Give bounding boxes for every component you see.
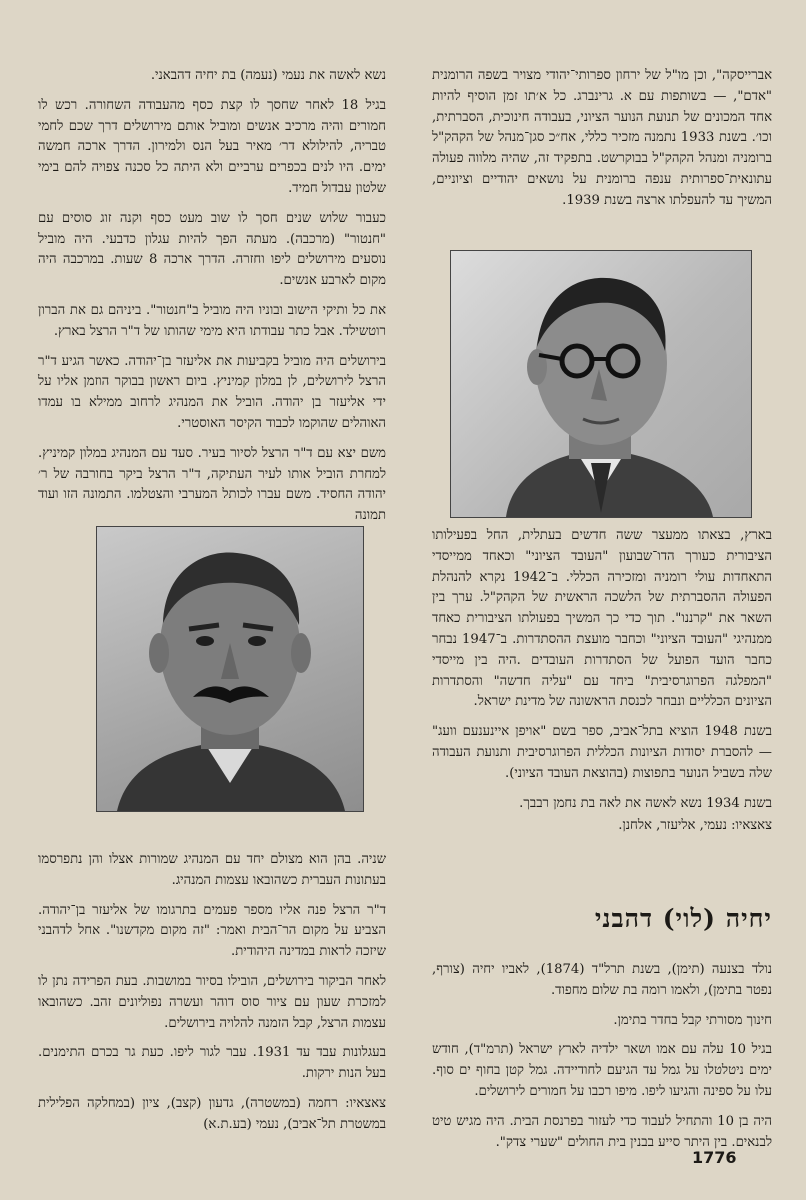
paragraph: כעבור שלוש שנים חסך לו שוב מעט כסף וקנה זוג סוסים עם "חנטור" (מרכבה). מעתה הפך להיות עגלון כדבעי. היה מוביל נוסעים מירושלים ליפו וחזרה. הדרך ארכה 8 שעות. במרכבה היה מקום לארבע אנשים. (38, 210, 386, 289)
paragraph: ד"ר הרצל פנה אליו מספר פעמים בתרגומו של אליעזר בן־יהודה. הצביע על מקום הר־הבית ואמר: "זה מקום מקדשנו". אחל לדהבני שיזכה לראות במדינה היהודית. (38, 902, 386, 960)
portrait-mustache-image (97, 527, 363, 811)
left-column-top (38, 66, 386, 536)
portrait-photo-glasses (450, 250, 752, 518)
paragraph: לאחר הביקור בירושלים, הובילו בסיור במושבות. בעת הפרידה נתן לו למזכרת שעון עם ציור סוס דוהר ועשרה נפוליונים זהב. כשהובאו עצמות הרצל, קבל הזמנה להלויה בירושלים. (38, 973, 386, 1031)
right-column-middle (432, 526, 772, 846)
left-column-lower (38, 850, 386, 1145)
paragraph: בארץ, בצאתו ממעצר ששה חדשים בעתלית, החל בפעילותו הציבורית כעורך הדו־שבועון "העובד הציוני" וכאחד ממייסדי התאחדות עולי רומניה ומזכירה הכללי. ב־1942 נקרא להנהלת הפעולה ההסברתית של הלשכה הראשית של הקהק"ל. ערך בין השאר את "קרננו". תוך כדי כך המשיך בפעולתו הציבורית כאחד ממנהיגי "העובד הציוני" וכחבר מועצת ההסתדרות. ב־1947 נבחר כחבר הועד הפועל של הסתדרות העובדים .היה בין מייסדי "המפלגה הפרוגרסיבית" ביחד עם "עליה חדשה" והסתדרות הציונים הכלליים ונבחר לכנסת הראשונה של מדינת ישראל. (432, 528, 772, 710)
paragraph: בירושלים היה מוביל בקביעות את אליעזר בן־יהודה. כאשר הגיע ד"ר הרצל לירושלים, לן במלון קמיניץ. ביום ראשון בבוקר הוזמן אליו על ידי אליעזר בן יהודה. הוביל את המנהיג לרחוב ממילא בו עמדו האוהלים שהוקמו לכבוד הקיסר האוסטרי. (38, 353, 386, 431)
right-column-biography (432, 960, 772, 1162)
paragraph: את כל ותיקי הישוב ובוניו היה מוביל ב"חנטור". ביניהם גם את הברון רוטשילד. אבל כתר עבודתו היא מימי שהותו של ד"ר הרצל בארץ. (38, 302, 386, 339)
paragraph: חינוך מסורתי קבל בחדר בתימן. (613, 1012, 772, 1028)
paragraph: משם יצא עם ד"ר הרצל לסיור בעיר. סעד עם המנהיג במלון קמיניץ. למחרת הוביל אותו לעיר העתיקה, ד"ר הרצל ביקר בחורבה של ר׳ יהודה החסיד. משם עברו לכותל המערבי והצטלמו. התמונה הזו ועוד תמונה (38, 445, 386, 524)
paragraph: שניה. בהן הוא מצולם יחד עם המנהיג שמורות אצלו והן נתפרסמו בעתונות העברית כשהובאו עצמות המנהיג. (38, 852, 386, 888)
portrait-glasses-image (451, 251, 751, 517)
paragraph: בשנת 1948 הוציא בתל־אביב, ספר בשם "אויפן איינענעם וועג" — להסברת יסודות הציונות הכללית הפרוגרסיבית ותנועת העבודה שלה בשביל הנוער בתפוצות (בהוצאת העובד הציוני). (432, 724, 773, 781)
paragraph: נולד בצנעה (תימן), בשנת תרל"ד (1874), לאביו יחיה (צורף, נפטר בתימן), ולאמו רומה בת שלום מחפוד. (432, 962, 773, 998)
paragraph: נשא לאשה את נעמי (נעמה) בת יחיה דהבאני. (150, 68, 386, 83)
paragraph: בגיל 18 לאחר שחסך לו קצת כסף מהעבודה השחורה. רכש לו חמורים והיה מרכיב אנשים ומוביל אותם מירושלים דרך שכם לחמי טבריה, להילולא דר׳ מאיר בעל הנס ולמירון. הדרך ארכה חמשה ימים. היו לנים בכפרים ערביים ולא היתה כל סכנה צפויה להם בימי שלטון עבדול חמיד. (38, 97, 386, 196)
paragraph: אברייסקה", וכן מו"ל של ירחון ספרותי־יהודי מצויר בשפה הרומנית "אדם", — בשותפות עם א. גרינברג. כל א׳תו זמן הוסיף להיות אחד המכונים של תנועת הנוער הציוני, בעבודה חינוכית, הסברתית, וכו׳. בשנת 1933 נתמנה מזכיר כללי, אח״כ סגן־מנהל של הקהק"ל ברומניה ומנהל הקהק"ל בבוקרשט. בתפקיד זה, שהיה מלווה פעולה עתונאית־ספרותית ענפה ברומנית על נושאים יהודיים וציוניים, המשיך עד להעפלתו ארצה בשנת 1939. (432, 68, 772, 208)
paragraph: בגיל 10 עלה עם אמו ושאר ילדיה לארץ ישראל (תרמ"ד), חודש ימים ניטלטלו על גמל עד הגיעם לחודיידה. גמל קטן בחוף ים סוף. עלו על ספינה והגיעו ליפו. מיפו רכבו על חמורים לירושלים. (432, 1042, 773, 1099)
right-column-top (432, 66, 772, 221)
paragraph: בשנת 1934 נשא לאשה את לאה בת נחמן רבבך. (519, 795, 772, 811)
paragraph: צאצאיו: נעמי, אליעזר, אלחנן. (618, 818, 772, 834)
paragraph: בעגלונות עבד עד 1931. עבר לגור ליפו. כעת גר בכרם התימנים. בעל הנות ירקות. (38, 1045, 386, 1082)
paragraph: צאצאיו: רחמה (במשטרה), גדעון (קצב), ציון (במחלקה הפלילית במשטרת תל־אביב), נעמי (בע.ת.א) (38, 1095, 386, 1132)
section-title: יחיה (לוי) דהבני (594, 904, 772, 933)
paragraph: היה בן 10 והתחיל לעבוד כדי לעזור בפרנסת הבית. היה מגיש טיט לבנאים. בין היתר סייע בבנין בית החולים "שערי צדק". (432, 1113, 772, 1150)
portrait-photo-mustache (96, 526, 364, 812)
page-number: 1776 (692, 1148, 737, 1167)
